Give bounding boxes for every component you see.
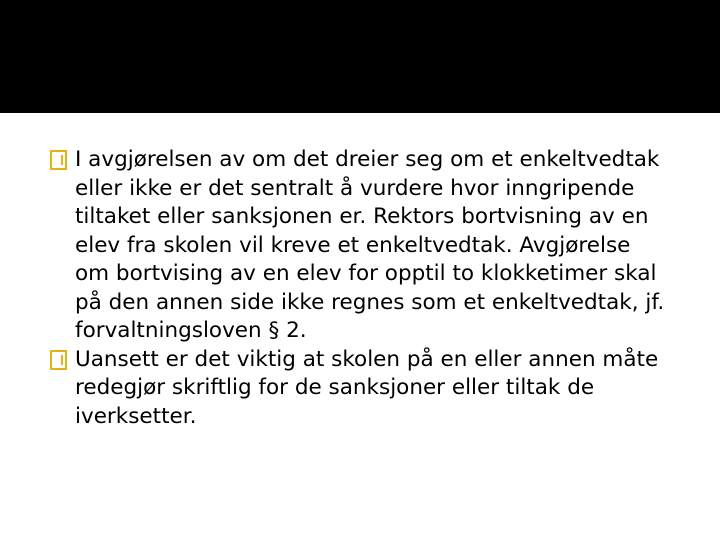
bullet-item-2 <box>50 346 670 432</box>
bullet-text: Uansett er det viktig at skolen på en eller annen måte redegjør skriftlig for de sanksjoner eller tiltak de iverksetter. <box>75 346 659 429</box>
slide-body <box>50 146 670 431</box>
missing-glyph-icon <box>50 150 67 170</box>
missing-glyph-icon <box>50 350 67 370</box>
title-band <box>0 0 720 113</box>
bullet-text: I avgjørelsen av om det dreier seg om et enkeltvedtak eller ikke er det sentralt å vurdere hvor inngripende tiltaket eller sanksjonen er. Rektors bortvisning av en elev fra skolen vil kreve et enkeltvedtak. Avgjørelse om bortvising av en elev for opptil to klokketimer skal på den annen side ikke regnes som et enkeltvedtak, jf. forvaltningsloven § 2. <box>75 147 665 343</box>
bullet-item-1 <box>50 146 670 346</box>
